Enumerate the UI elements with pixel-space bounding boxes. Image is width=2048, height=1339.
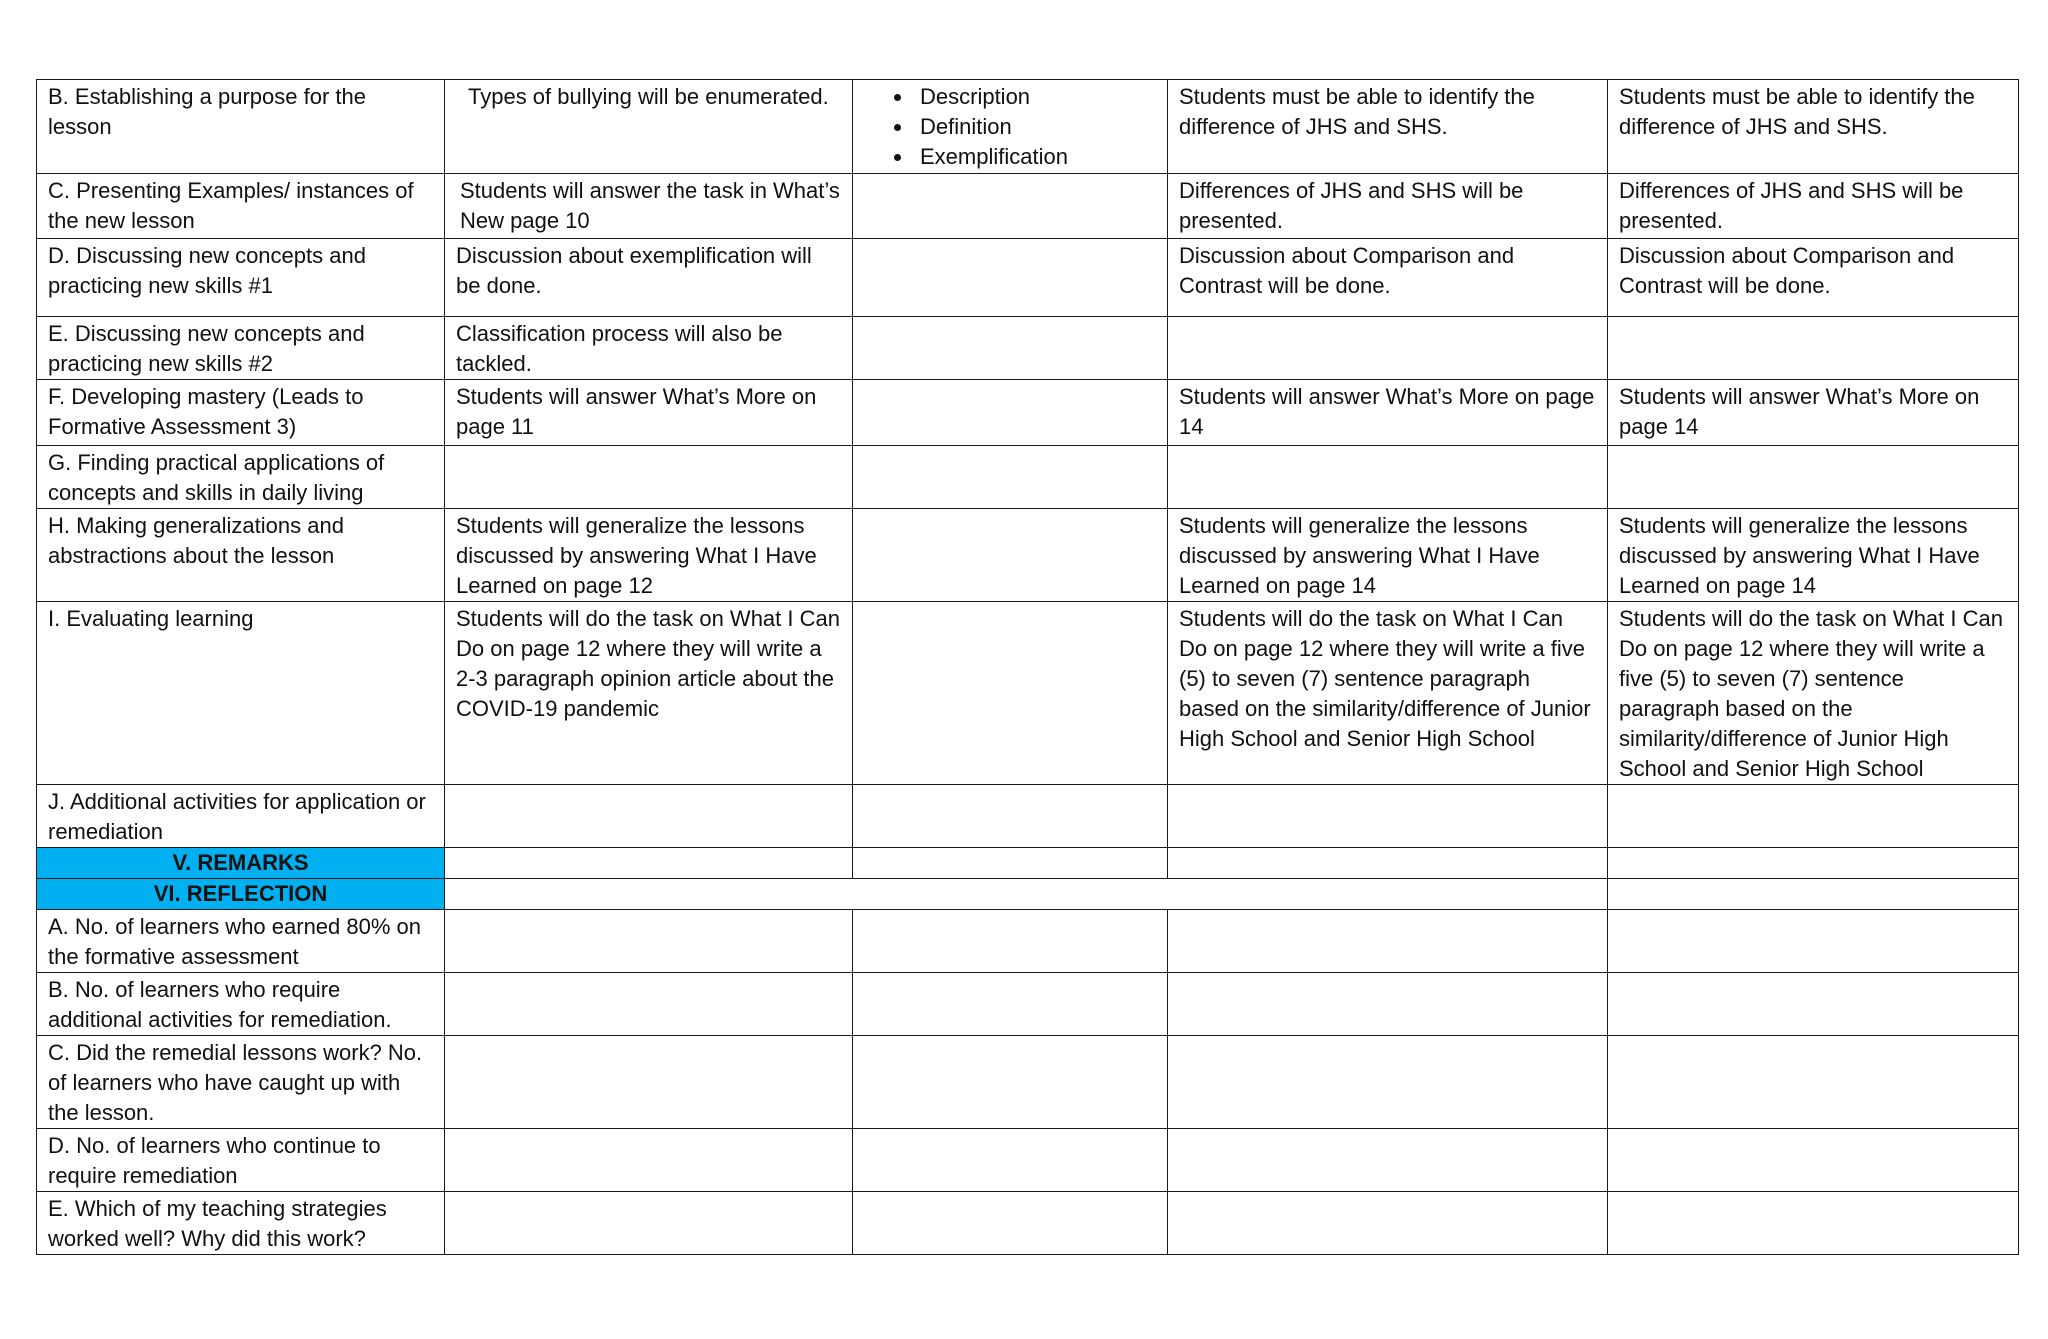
day3-cell: [1168, 317, 1608, 380]
bullet-list: [864, 82, 1156, 172]
row-label: F. Developing mastery (Leads to Formative Assessment 3): [37, 380, 445, 446]
day4-cell: [1608, 317, 2019, 380]
day1-cell: Students will answer the task in What’s New page 10: [445, 174, 853, 239]
day4-cell: Students must be able to identify the difference of JHS and SHS.: [1608, 80, 2019, 174]
row-label: B. Establishing a purpose for the lesson: [37, 80, 445, 174]
table-row: [37, 317, 2019, 380]
day3-cell: [1168, 785, 1608, 848]
day3-cell: [1168, 1129, 1608, 1192]
remarks-cell: [1168, 848, 1608, 879]
row-label: B. No. of learners who require additional activities for remediation.: [37, 973, 445, 1036]
day3-cell: [1168, 1036, 1608, 1129]
table-row: [37, 380, 2019, 446]
row-label: J. Additional activities for application or remediation: [37, 785, 445, 848]
day4-cell: Students will answer What’s More on page 14: [1608, 380, 2019, 446]
row-label: D. No. of learners who continue to require remediation: [37, 1129, 445, 1192]
row-label: A. No. of learners who earned 80% on the formative assessment: [37, 910, 445, 973]
row-label: E. Which of my teaching strategies worked well? Why did this work?: [37, 1192, 445, 1255]
row-label: H. Making generalizations and abstractions about the lesson: [37, 509, 445, 602]
day3-cell: Students will answer What’s More on page 14: [1168, 380, 1608, 446]
list-item: • Description: [914, 82, 1156, 112]
day4-cell: [1608, 973, 2019, 1036]
day2-cell: [853, 446, 1168, 509]
day3-cell: [1168, 973, 1608, 1036]
day3-cell: [1168, 446, 1608, 509]
table-row: [37, 174, 2019, 239]
row-label: C. Presenting Examples/ instances of the new lesson: [37, 174, 445, 239]
day3-cell: [1168, 1192, 1608, 1255]
day1-cell: [445, 785, 853, 848]
day4-cell: [1608, 1036, 2019, 1129]
lesson-log-table: [36, 79, 2019, 1255]
day2-cell: [853, 1036, 1168, 1129]
day3-cell: Differences of JHS and SHS will be presented.: [1168, 174, 1608, 239]
day2-cell: [853, 509, 1168, 602]
day4-cell: [1608, 910, 2019, 973]
day3-cell: Students will do the task on What I Can Do on page 12 where they will write a five (5) to seven (7) sentence paragraph based on the similarity/difference of Junior High School and Senior High School: [1168, 602, 1608, 785]
remarks-cell: [445, 848, 853, 879]
table-row: [37, 1036, 2019, 1129]
list-item: • Definition: [914, 112, 1156, 142]
day2-cell: [853, 80, 1168, 174]
day2-cell: [853, 380, 1168, 446]
day1-cell: [445, 1129, 853, 1192]
day4-cell: Students will generalize the lessons discussed by answering What I Have Learned on page 14: [1608, 509, 2019, 602]
day1-cell: [445, 1192, 853, 1255]
day1-cell: Students will answer What’s More on page 11: [445, 380, 853, 446]
day3-cell: Discussion about Comparison and Contrast will be done.: [1168, 239, 1608, 317]
day2-cell: [853, 973, 1168, 1036]
table-row: [37, 973, 2019, 1036]
day4-cell: [1608, 1192, 2019, 1255]
reflection-cell: [445, 879, 1608, 910]
row-label: C. Did the remedial lessons work? No. of learners who have caught up with the lesson.: [37, 1036, 445, 1129]
day2-cell: [853, 239, 1168, 317]
day3-cell: Students will generalize the lessons discussed by answering What I Have Learned on page 14: [1168, 509, 1608, 602]
day4-cell: Differences of JHS and SHS will be presented.: [1608, 174, 2019, 239]
remarks-header: V. REMARKS: [37, 848, 445, 879]
day2-cell: [853, 174, 1168, 239]
remarks-cell: [853, 848, 1168, 879]
row-label: G. Finding practical applications of concepts and skills in daily living: [37, 446, 445, 509]
day4-cell: Students will do the task on What I Can Do on page 12 where they will write a five (5) to seven (7) sentence paragraph based on the similarity/difference of Junior High School and Senior High School: [1608, 602, 2019, 785]
day4-cell: [1608, 1129, 2019, 1192]
day4-cell: Discussion about Comparison and Contrast will be done.: [1608, 239, 2019, 317]
day1-cell: [445, 910, 853, 973]
day2-cell: [853, 910, 1168, 973]
remarks-row: [37, 848, 2019, 879]
table-row: [37, 785, 2019, 848]
day1-cell: Types of bullying will be enumerated.: [445, 80, 853, 174]
table-row: [37, 1129, 2019, 1192]
day2-cell: [853, 317, 1168, 380]
day4-cell: [1608, 446, 2019, 509]
table-row: [37, 602, 2019, 785]
day2-cell: [853, 1192, 1168, 1255]
day1-cell: Classification process will also be tackled.: [445, 317, 853, 380]
reflection-header-row: [37, 879, 2019, 910]
reflection-cell: [1608, 879, 2019, 910]
reflection-header: VI. REFLECTION: [37, 879, 445, 910]
table-row: [37, 239, 2019, 317]
day1-cell: [445, 1036, 853, 1129]
row-label: D. Discussing new concepts and practicing new skills #1: [37, 239, 445, 317]
table-row: [37, 1192, 2019, 1255]
row-label: I. Evaluating learning: [37, 602, 445, 785]
day1-cell: Discussion about exemplification will be done.: [445, 239, 853, 317]
day1-cell: [445, 973, 853, 1036]
list-item: • Exemplification: [914, 142, 1156, 172]
table-row: [37, 509, 2019, 602]
day2-cell: [853, 602, 1168, 785]
day1-cell: Students will do the task on What I Can Do on page 12 where they will write a 2-3 paragraph opinion article about the COVID-19 pandemic: [445, 602, 853, 785]
day1-cell: Students will generalize the lessons discussed by answering What I Have Learned on page 12: [445, 509, 853, 602]
day2-cell: [853, 785, 1168, 848]
table-row: [37, 80, 2019, 174]
day1-cell: [445, 446, 853, 509]
day3-cell: Students must be able to identify the difference of JHS and SHS.: [1168, 80, 1608, 174]
remarks-cell: [1608, 848, 2019, 879]
day4-cell: [1608, 785, 2019, 848]
day3-cell: [1168, 910, 1608, 973]
table-row: [37, 910, 2019, 973]
table-row: [37, 446, 2019, 509]
row-label: E. Discussing new concepts and practicing new skills #2: [37, 317, 445, 380]
day2-cell: [853, 1129, 1168, 1192]
